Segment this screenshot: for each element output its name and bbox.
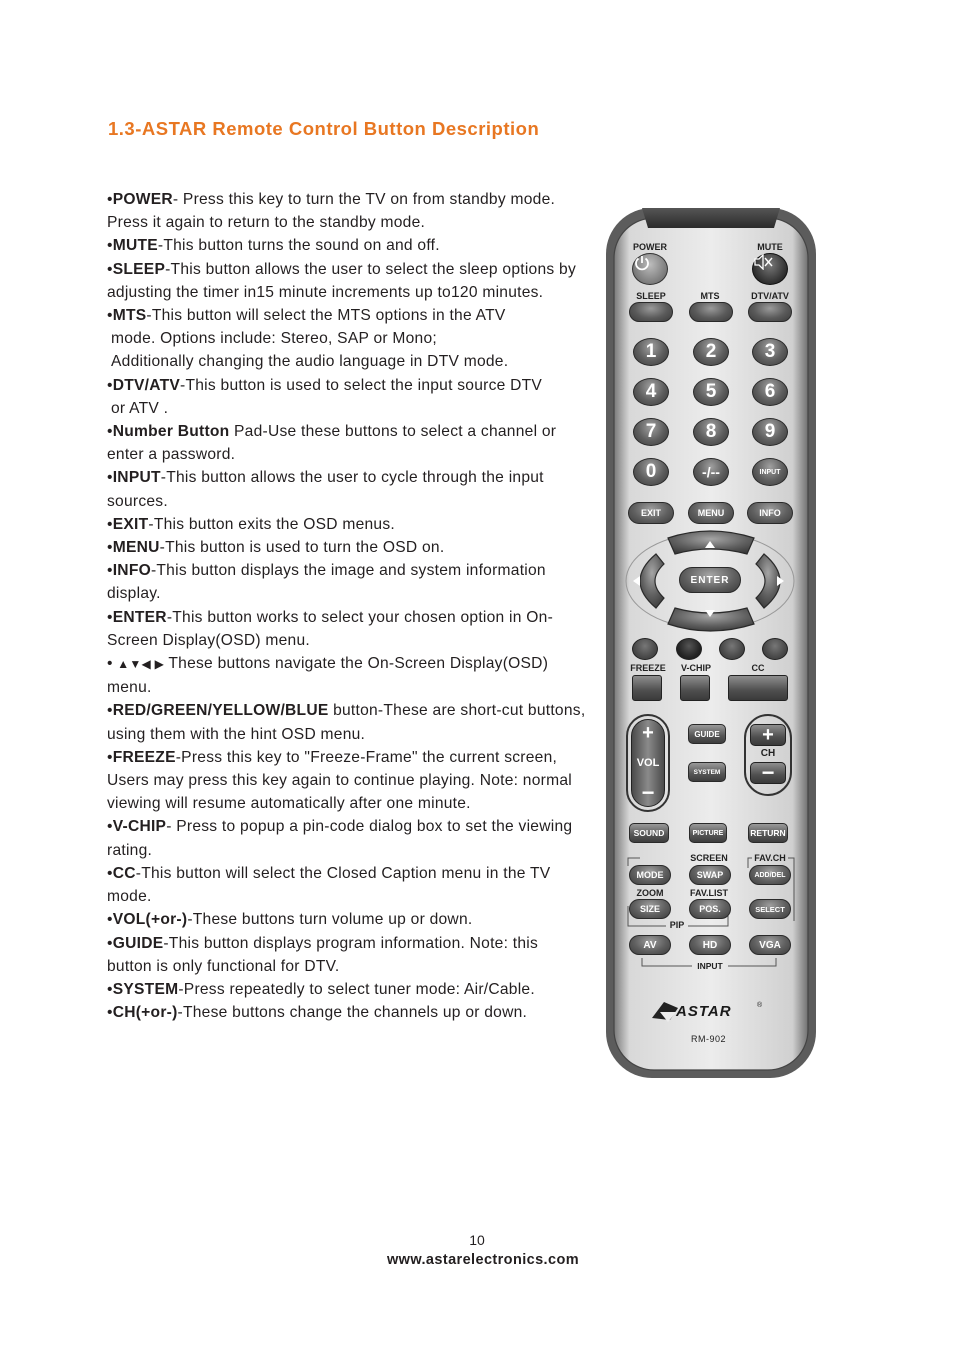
description-continuation: Additionally changing the audio language in DTV mode. — [111, 353, 509, 371]
hd-button[interactable]: HD — [689, 935, 731, 955]
description-item: •VOL(+or-)-These buttons turn volume up or down. — [107, 911, 473, 929]
menu-button[interactable]: MENU — [688, 502, 734, 524]
description-item: •SLEEP-This button allows the user to select the sleep options by adjusting the timer in15 minute increments up to120 minutes. — [107, 260, 576, 301]
number-3-button[interactable]: 3 — [752, 338, 788, 366]
number-5-button[interactable]: 5 — [693, 378, 729, 406]
input-button[interactable]: INPUT — [752, 458, 788, 486]
vga-button[interactable]: VGA — [749, 935, 791, 955]
description-term: VOL(+or-) — [112, 911, 188, 929]
description-item: •Number Button Pad-Use these buttons to select a channel or enter a password. — [107, 423, 557, 464]
mts-label: MTS — [700, 291, 720, 301]
model-number: RM-902 — [691, 1034, 727, 1044]
zoom-label: ZOOM — [636, 888, 664, 898]
description-term: RED/GREEN/YELLOW/BLUE — [112, 702, 329, 720]
page-title: 1.3-ASTAR Remote Control Button Description — [108, 118, 540, 139]
dtv-atv-button[interactable] — [748, 302, 792, 322]
description-term: SLEEP — [112, 260, 166, 278]
brand-logo-text: ASTAR — [676, 1003, 732, 1020]
ch-label: CH — [760, 748, 776, 759]
description-item: •CC-This button will select the Closed Caption menu in the TV mode. — [107, 864, 551, 906]
description-text: -This button allows the user to select the sleep options by adjusting the timer in15 minute increments up to120 minutes. — [107, 260, 576, 301]
exit-button[interactable]: EXIT — [628, 502, 674, 524]
number-0-button[interactable]: 0 — [633, 458, 669, 486]
screen-label: SCREEN — [690, 853, 728, 863]
registered-mark: ® — [757, 1002, 763, 1009]
description-text: button-These are short-cut buttons, using them with the hint OSD menu. — [107, 702, 586, 743]
mute-label: MUTE — [757, 242, 783, 252]
volume-up-button[interactable]: + — [642, 722, 654, 744]
number-8-button[interactable]: 8 — [693, 418, 729, 446]
channel-down-button[interactable]: − — [750, 762, 786, 784]
description-text: -These buttons turn volume up or down. — [187, 911, 473, 929]
number-4-button[interactable]: 4 — [633, 378, 669, 406]
channel-up-button[interactable]: + — [750, 724, 786, 746]
description-term: CH(+or-) — [112, 1004, 178, 1022]
description-text: -This button allows the user to cycle through the input sources. — [107, 469, 544, 510]
page-number: 10 — [469, 1232, 485, 1248]
description-text: -This button is used to select the input source DTV — [180, 376, 543, 394]
add-del-button[interactable]: ADD/DEL — [749, 865, 791, 885]
number-2-button[interactable]: 2 — [693, 338, 729, 366]
button-descriptions — [107, 188, 587, 1024]
description-item: • ▲▼◀ ▶ These buttons navigate the On-Screen Display(OSD) menu. — [107, 655, 549, 697]
freeze-label: FREEZE — [630, 663, 666, 673]
volume-rocker[interactable] — [631, 719, 665, 807]
description-text: -This button exits the OSD menus. — [148, 515, 395, 533]
number-9-button[interactable]: 9 — [752, 418, 788, 446]
return-button[interactable]: RETURN — [748, 823, 788, 843]
select-button[interactable]: SELECT — [749, 899, 791, 919]
description-text: -This button works to select your chosen option in On-Screen Display(OSD) menu. — [107, 608, 554, 649]
fav-ch-label: FAV.CH — [754, 853, 786, 863]
up-arrow-button[interactable] — [668, 538, 754, 554]
number-1-button[interactable]: 1 — [633, 338, 669, 366]
mute-icon — [753, 254, 773, 270]
sleep-label: SLEEP — [636, 291, 666, 301]
pip-label: PIP — [669, 920, 685, 930]
description-text: -This button displays program information. Note: this button is only functional for DTV. — [107, 934, 539, 975]
description-text: -This button will select the Closed Caption menu in the TV mode. — [107, 864, 551, 906]
mute-button[interactable] — [752, 253, 788, 285]
dtv-atv-label: DTV/ATV — [751, 291, 789, 301]
description-continuation: or ATV . — [111, 399, 169, 417]
v-chip-label: V-CHIP — [680, 663, 712, 673]
description-text: -Press repeatedly to select tuner mode: Air/Cable. — [178, 980, 535, 998]
description-item: •POWER- Press this key to turn the TV on from standby mode. Press it again to return to the standby mode. — [107, 191, 556, 232]
description-continuation: mode. Options include: Stereo, SAP or Mono; — [111, 330, 437, 348]
enter-button[interactable]: ENTER — [679, 567, 741, 593]
input-group-label: INPUT — [697, 961, 723, 971]
description-term: V-CHIP — [112, 818, 167, 836]
description-item: •MUTE-This button turns the sound on and off. — [107, 237, 440, 255]
description-item: •EXIT-This button exits the OSD menus. — [107, 515, 395, 533]
freeze-button[interactable] — [632, 675, 662, 701]
description-item: •V-CHIP- Press to popup a pin-code dialog box to set the viewing rating. — [107, 818, 573, 859]
cc-button[interactable] — [728, 675, 788, 701]
description-item: •FREEZE-Press this key to "Freeze-Frame" the current screen, Users may press this key again to continue playing. Note: normal viewing will resume automatically after one minute. — [107, 748, 572, 813]
size-button[interactable]: SIZE — [629, 899, 671, 919]
description-text: -This button is used to turn the OSD on. — [159, 539, 445, 557]
website-url: www.astarelectronics.com — [387, 1252, 579, 1268]
sound-button[interactable]: SOUND — [629, 823, 669, 843]
system-button[interactable]: SYSTEM — [688, 762, 726, 782]
pos-button[interactable]: POS. — [689, 899, 731, 919]
volume-down-button[interactable]: − — [641, 780, 655, 805]
number-7-button[interactable]: 7 — [633, 418, 669, 446]
fav-list-label: FAV.LIST — [689, 888, 729, 898]
description-text: -These buttons change the channels up or down. — [177, 1004, 528, 1022]
dash-button[interactable]: -/-- — [693, 458, 729, 486]
description-item: •ENTER-This button works to select your chosen option in On-Screen Display(OSD) menu. — [107, 608, 554, 649]
description-text: -This button turns the sound on and off. — [157, 237, 440, 255]
yellow-button[interactable] — [719, 638, 745, 660]
description-term: POWER — [112, 191, 173, 208]
mode-button[interactable]: MODE — [629, 865, 671, 885]
description-term: CC — [112, 864, 136, 882]
av-button[interactable]: AV — [629, 935, 671, 955]
cc-label: CC — [751, 663, 765, 673]
description-item: •MENU-This button is used to turn the OSD on. — [107, 539, 445, 557]
description-term: ▲▼◀ ▶ — [117, 657, 165, 672]
right-arrow-button[interactable] — [756, 556, 792, 606]
description-term: MTS — [112, 307, 147, 325]
description-term: SYSTEM — [112, 980, 179, 998]
description-text: -This button will select the MTS options in the ATV — [146, 307, 506, 325]
description-item: •DTV/ATV-This button is used to select the input source DTV — [107, 376, 543, 394]
green-button[interactable] — [676, 638, 702, 660]
description-item: •RED/GREEN/YELLOW/BLUE button-These are short-cut buttons, using them with the hint OSD menu. — [107, 702, 586, 743]
description-item: •INFO-This button displays the image and system information display. — [107, 562, 546, 603]
v-chip-button[interactable] — [680, 675, 710, 701]
description-term: MUTE — [112, 237, 158, 255]
down-arrow-button[interactable] — [668, 608, 754, 624]
left-arrow-button[interactable] — [628, 556, 664, 606]
description-term: GUIDE — [112, 934, 164, 952]
description-item: •GUIDE-This button displays program information. Note: this button is only functional for DTV. — [107, 934, 539, 975]
description-term: Number Button — [112, 423, 230, 441]
description-term: DTV/ATV — [112, 376, 181, 394]
description-item: •INPUT-This button allows the user to cycle through the input sources. — [107, 469, 544, 510]
power-button[interactable] — [632, 253, 668, 285]
blue-button[interactable] — [762, 638, 788, 660]
description-item: •SYSTEM-Press repeatedly to select tuner mode: Air/Cable. — [107, 980, 535, 998]
swap-button[interactable]: SWAP — [689, 865, 731, 885]
sleep-button[interactable] — [629, 302, 673, 322]
description-text: - Press this key to turn the TV on from standby mode. Press it again to return to the standby mode. — [107, 191, 556, 232]
red-button[interactable] — [632, 638, 658, 660]
description-text: These buttons navigate the On-Screen Display(OSD) menu. — [107, 655, 549, 697]
description-item: •MTS-This button will select the MTS options in the ATV — [107, 307, 506, 325]
info-button[interactable]: INFO — [747, 502, 793, 524]
description-term: INFO — [112, 562, 151, 580]
picture-button[interactable]: PICTURE — [689, 823, 727, 843]
power-icon — [633, 254, 651, 272]
description-text: - Press to popup a pin-code dialog box to set the viewing rating. — [107, 818, 573, 859]
description-term: FREEZE — [112, 748, 176, 766]
description-term: ENTER — [112, 608, 167, 626]
description-term: EXIT — [112, 515, 149, 533]
number-6-button[interactable]: 6 — [752, 378, 788, 406]
description-item: •CH(+or-)-These buttons change the channels up or down. — [107, 1004, 528, 1022]
power-label: POWER — [632, 242, 668, 252]
description-text: Pad-Use these buttons to select a channel or enter a password. — [107, 423, 557, 464]
description-term: INPUT — [112, 469, 161, 487]
remote-control-illustration — [604, 206, 818, 1080]
description-text: -This button displays the image and system information display. — [107, 562, 546, 603]
description-term: MENU — [112, 539, 160, 557]
vol-label: VOL — [636, 757, 660, 769]
guide-button[interactable]: GUIDE — [688, 724, 726, 744]
mts-button[interactable] — [689, 302, 733, 322]
description-text: -Press this key to "Freeze-Frame" the current screen, Users may press this key again to continue playing. Note: normal viewing will resume automatically after one minute. — [107, 748, 572, 813]
